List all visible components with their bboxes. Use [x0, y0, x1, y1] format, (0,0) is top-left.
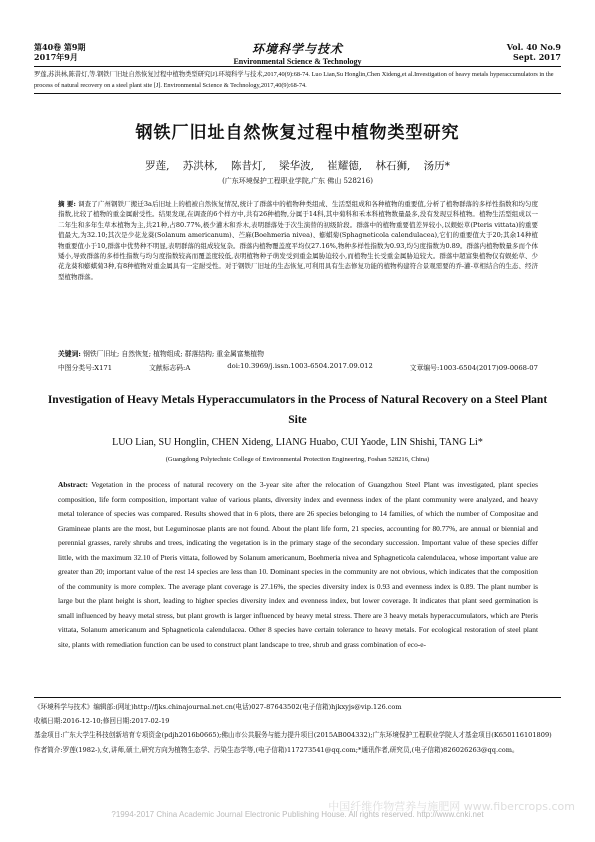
clc-number: 中图分类号:X171	[58, 364, 113, 372]
authors-en: LUO Lian, SU Honglin, CHEN Xideng, LIANG Huabo, CUI Yaode, LIN Shishi, TANG Li*	[112, 437, 483, 448]
watermark: 中国纤维作物营养与施肥网 www.fibercrops.com	[328, 800, 575, 813]
header-volume-en	[507, 42, 561, 62]
abstract-label-cn: 摘 要:	[58, 200, 76, 208]
copyright-bar: ?1994-2017 China Academic Journal Electronic Publishing House. All rights reserved. http://www.cnki.net	[111, 810, 484, 819]
journal-masthead	[210, 40, 385, 66]
footnote-funding: 基金项目:广东大学生科技创新培育专项资金(pdjh2016b0665);佛山市公共服务与能力提升项目(2015AB004332);广东环境保护工程职业学院人才基金项目(K650116101809)	[34, 731, 552, 740]
affiliation-en: (Guangdong Polytechnic College of Environmental Protection Engineering, Foshan 528216, China)	[165, 456, 430, 463]
citation-text: 罗莲,苏洪林,陈昔灯,等.钢铁厂旧址自然恢复过程中植物类型研究[J].环境科学与技术,2017,40(9):68-74. Luo Lian,Su Honglin,Chen Xideng,et al.Investigation of heavy metals hyperaccumulators in the process of natural recovery on a steel plant site [J]. Environmental Science & Technology,2017,40(9):68-74.	[34, 71, 554, 89]
keywords-cn	[58, 348, 538, 358]
footnote-author-bio: 作者简介:罗莲(1982-),女,讲师,硕士,研究方向为植物生态学、污染生态学等,(电子信箱)117273541@qq.com;*通讯作者,研究员,(电子信箱)826026263@qq.com。	[34, 745, 519, 754]
footnote-rule	[34, 697, 561, 698]
header-volume-cn	[34, 42, 85, 62]
abstract-en	[58, 478, 538, 652]
journal-name-cn: 环境科学与技术	[251, 42, 343, 56]
classification-line	[58, 362, 538, 372]
citation-rule	[34, 93, 561, 94]
date-cn: 2017年9月	[34, 52, 78, 62]
footnote-received-date: 收稿日期:2016-12-10;修回日期:2017-02-19	[34, 717, 170, 726]
volume-en: Vol. 40 No.9	[506, 42, 561, 52]
keywords-label-cn: 关键词:	[58, 350, 81, 358]
affiliation-cn: (广东环境保护工程职业学院,广东 佛山 528216)	[222, 177, 373, 185]
abstract-cn	[58, 199, 538, 282]
date-en: Sept. 2017	[513, 52, 561, 62]
article-number: 文章编号:1003-6504(2017)09-0068-07	[409, 364, 538, 372]
paper-title-cn: 钢铁厂旧址自然恢复过程中植物类型研究	[135, 123, 460, 143]
authors-cn: 罗莲, 苏洪林, 陈昔灯, 梁华波, 崔耀德, 林石狮, 汤历*	[145, 160, 450, 172]
abstract-body-en: Vegetation in the process of natural recovery on the 3-year site after the relocation of Guangzhou Steel Plant was investigated, plant species composition, life form composition, important value of various plants, diversity index and evenness index of the plant community were analyzed, and heavy metal tolerance of species was compared. Results showed that in 6 plots, there are 26 species belonging to 14 families, of which the number of Compositae and Gramineae plants are the most, but Leguminosae plants are not found. About the plant life form, 21 species, accounting for 80.77%, are annual or biennial and perennial grasses, rarely shrubs and trees, indicating the vegetation is in the primary stage of the secondary succession. Important value of these species differ little, with the maximum 32.10 of Pteris vittata, followed by Solanum americanum, Boehmeria nivea and Sphagneticola calendulacea, whose important value are greater than 20; important value of the rest 14 species are less than 10. Dominant species in the community are not obvious, which indicates that the composition of the community is more complex. The average plant coverage is 27.16%, the species diversity index is 0.93 and evenness index is 0.89. The plant number is large but the plant height is short, leading to higher species diversity index and evenness index, but lower coverage. It indicates that plant seed germination is small influenced by heavy metal stress, but plant growth is larger influenced by heavy metal stress. There are 3 heavy metals hyperaccumulators, which are Pteris vittata, Solanum americanum and Sphagneticola calendulacea. Other 8 species have certain tolerance to heavy metals. For ecological restoration of steel plant site, plants with remediation function can be used to construct plant landscape to tree, shrub and grass combination of eco-e-	[58, 480, 538, 649]
header-rule	[34, 66, 561, 67]
doi: doi:10.3969/j.issn.1003-6504.2017.09.012	[227, 362, 373, 370]
volume-cn: 第40卷 第9期	[34, 42, 86, 52]
document-code: 文献标志码:A	[149, 364, 191, 372]
journal-name-en: Environmental Science & Technology	[233, 57, 362, 66]
footnote-journal-contact: 《环境科学与技术》编辑部:(网址)http://fjks.chinajournal.net.cn(电话)027-87643502(电子信箱)hjkxyjs@vip.126.com	[34, 703, 402, 711]
footnotes	[34, 700, 561, 757]
abstract-body-cn: 调查了广州钢铁厂搬迁3a后旧址上的植被自然恢复情况,统计了群落中的植物种类组成、生活型组成和各种植物的重要值,分析了植物群落的多样性指数和均匀度指数,比较了植物的重金属耐受性。结果发现,在调查的6个样方中,共有26种植物,分属于14科,其中菊科和禾本科植物数量最多,没有发现豆科植物。植物生活型组成以一二年生和多年生草本植物为主,共21种,占80.77%,极少灌木和乔木,表明群落处于次生演替的初级阶段。群落中的植物重要值差异较小,以蜈蚣草(Pteris vittata)的重要值最大,为32.10;其次是少花龙葵(Solanum americanum)、苎麻(Boehmeria nivea)、蟛蜞菊(Sphagneticola calendulacea),它们的重要值大于20;其余14种植物重要值小于10,群落中优势种不明显,表明群落的组成较复杂。群落内植物覆盖度平均仅27.16%,物种多样性指数为0.93,均匀度指数为0.89。群落内植物数量多而个体矮小,导致群落的多样性指数与均匀度指数较高而覆盖度较低,表明植物种子萌发受到重金属胁迫较小,而植物生长受重金属胁迫较大。群落中超富集植物仅有蜈蚣草、少花龙葵和蟛蜞菊3种,有8种植物对重金属具有一定耐受性。对于钢铁厂旧址的生态恢复,可利用具有生态修复功能的植物构建符合景观需要的乔-灌-草相结合的生态、经济型植物群落。	[58, 200, 538, 281]
paper-title-en: Investigation of Heavy Metals Hyperaccumulators in the Process of Natural Recovery on a Steel Plant Site	[47, 394, 548, 426]
keywords-body-cn: 钢铁厂旧址; 自然恢复; 植物组成; 群落结构; 重金属富集植物	[83, 350, 265, 358]
abstract-label-en: Abstract:	[58, 480, 88, 489]
